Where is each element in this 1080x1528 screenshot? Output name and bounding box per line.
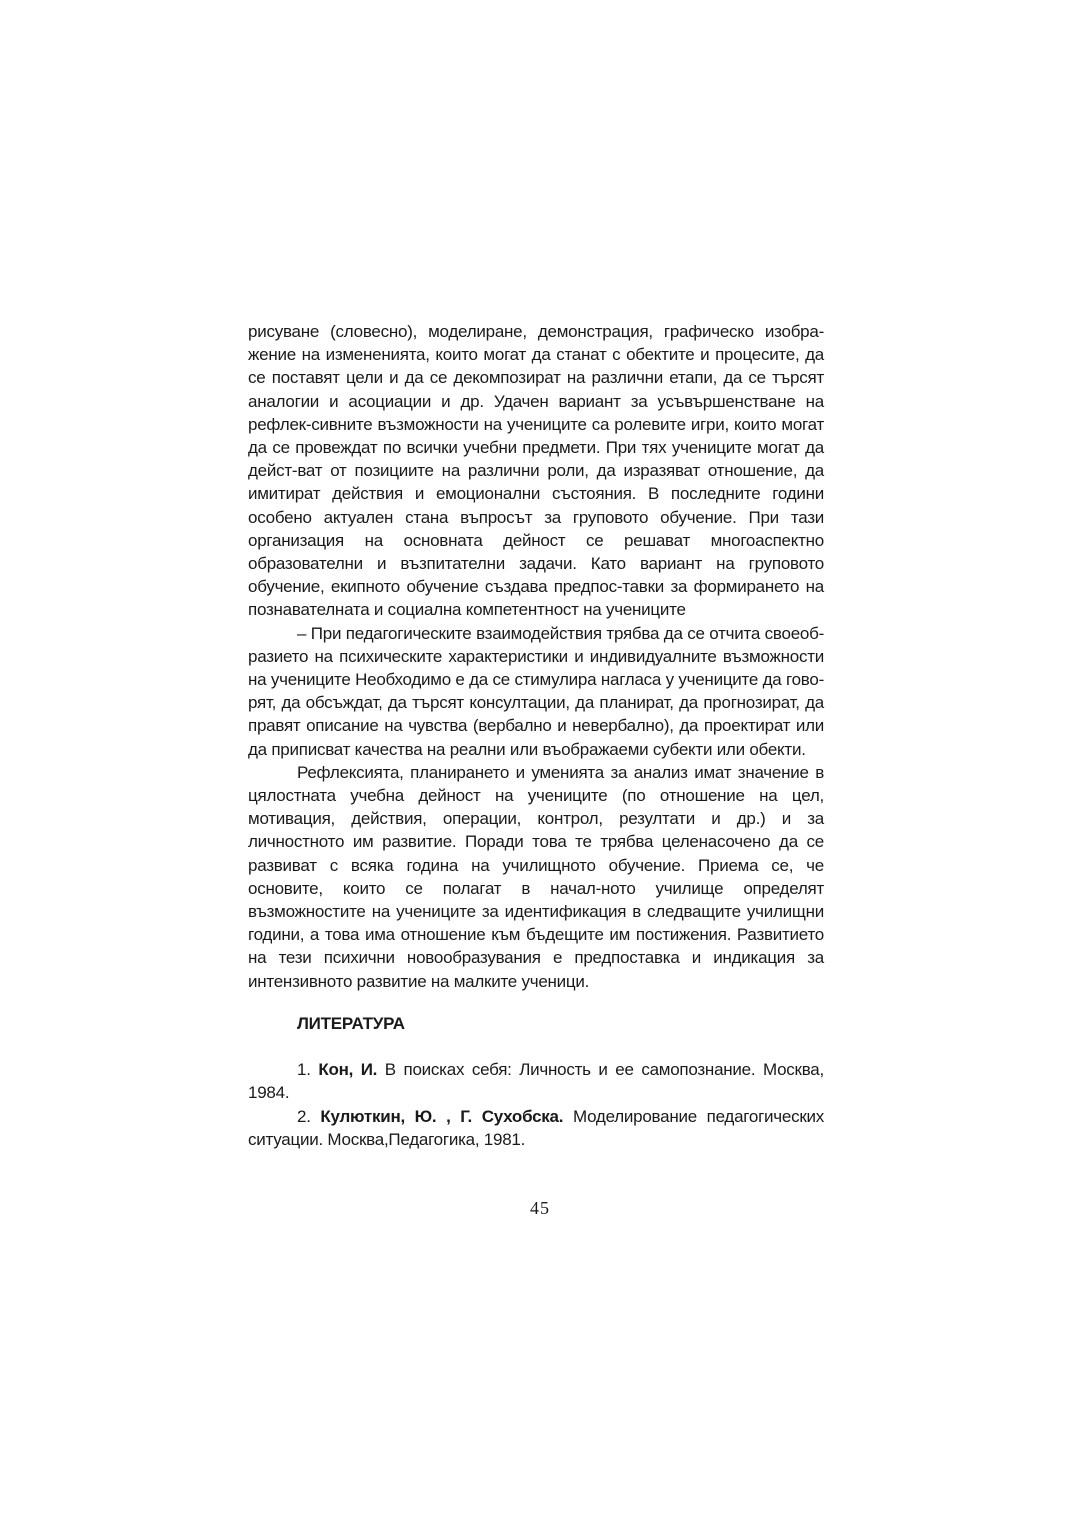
- paragraph-2: – При педагогическите взаимодействия трябва да се отчита своеоб-разието на психическите характеристики и индивидуалните възможности на учениците Необходимо е да се стимулира нагласа у учениците да гово-рят, да обсъждат, да търсят консултации, да планират, да прогнозират, да правят описание на чувства (вербално и невербално), да проектират или да приписват качества на реални или въображаеми субекти или обекти.: [248, 623, 824, 759]
- body-text: [248, 320, 824, 993]
- literature-section: [248, 1012, 824, 1152]
- reference-text: В поисках себя: Личность и ее самопознание. Москва, 1984.: [248, 1059, 824, 1102]
- paragraph-1: рисуване (словесно), моделиране, демонстрация, графическо изобра-жение на измененията, които могат да станат с обектите и процесите, да се поставят цели и да се декомпозират на различни етапи, да се търсят аналогии и асоциации и др. Удачен вариант за усъвършенстване на рефлек-сивните възможности на учениците са ролевите игри, които могат да се провеждат по всички учебни предмети. При тях учениците могат да дейст-ват от позициите на различни роли, да изразяват отношение, да имитират действия и емоционални състояния. В последните години особено актуален стана въпросът за груповото обучение. При тази организация на основната дейност се решават многоаспектно образователни и възпитателни задачи. Като вариант на груповото обучение, екипното обучение създава предпос-тавки за формирането на познавателната и социална компетентност на учениците: [248, 322, 824, 620]
- reference-author: Кулюткин, Ю. , Г. Сухобска.: [320, 1106, 564, 1126]
- literature-heading: ЛИТЕРАТУРА: [297, 1014, 405, 1033]
- reference-number: 1.: [297, 1059, 311, 1079]
- reference-item: [248, 1058, 824, 1105]
- reference-number: 2.: [297, 1106, 311, 1126]
- reference-author: Кон, И.: [318, 1059, 378, 1079]
- reference-text: Моделирование педагогических ситуации. Москва,Педагогика, 1981.: [248, 1106, 825, 1149]
- page-number: 45: [530, 1198, 550, 1218]
- paragraph-3: Рефлексията, планирането и уменията за анализ имат значение в цялостната учебна дейност на учениците (по отношение на цел, мотивация, действия, операции, контрол, резултати и др.) и за личностното им развитие. Поради това те трябва целенасочено да се развиват с всяка година на училищното обучение. Приема се, че основите, които се полагат в начал-ното училище определят възможностите на учениците за идентификация в следващите училищни години, а това има отношение към бъдещите им постижения. Развитието на тези психични новообразувания е предпоставка и индикация за интензивното развитие на малките ученици.: [248, 762, 824, 991]
- reference-item: [248, 1105, 824, 1152]
